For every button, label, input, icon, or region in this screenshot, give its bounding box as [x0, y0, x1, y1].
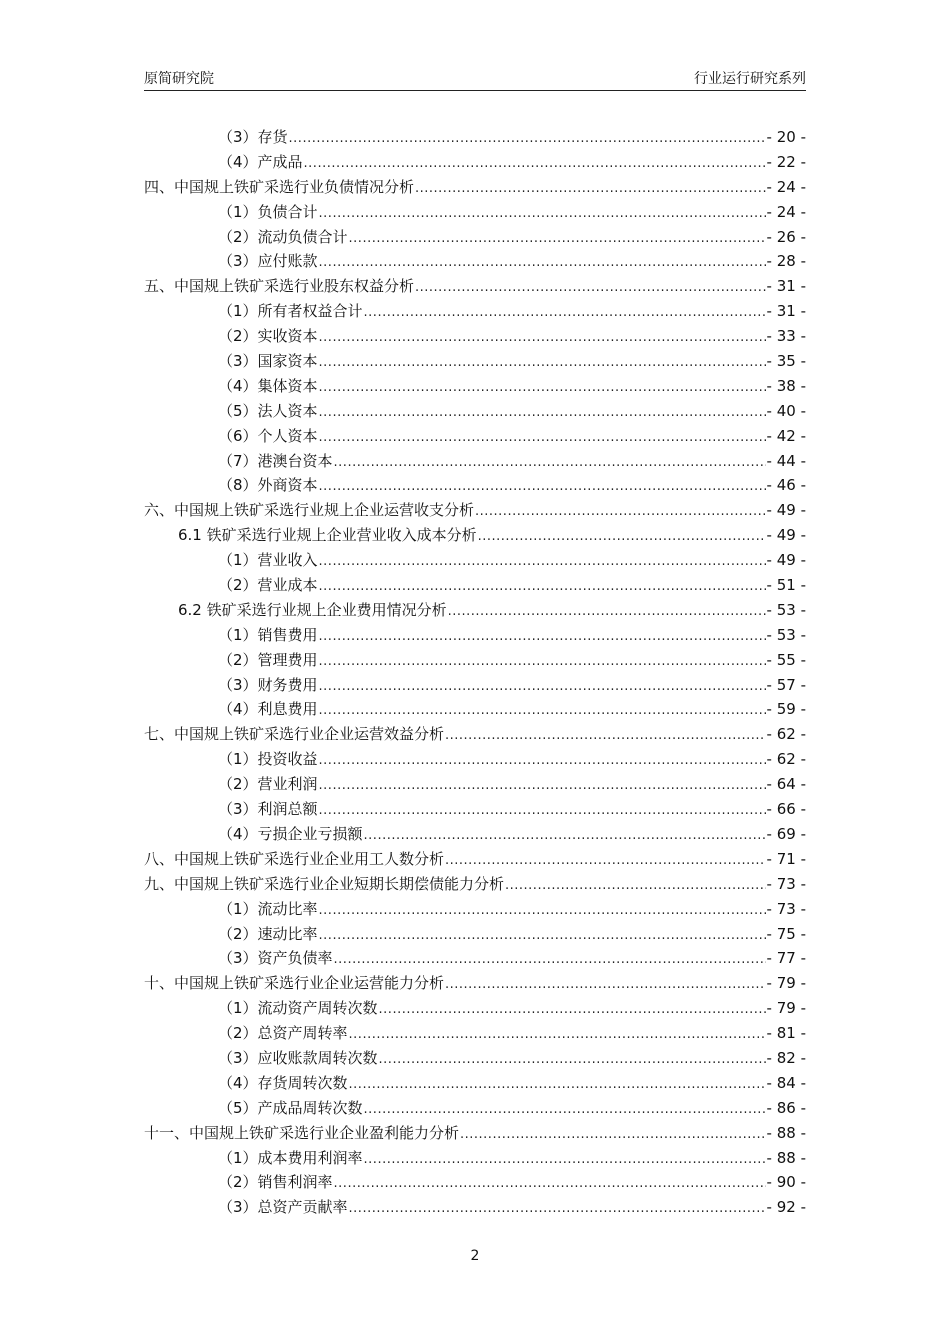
- toc-entry[interactable]: [144, 946, 806, 971]
- toc-entry-page: - 22 -: [766, 152, 806, 171]
- toc-entry[interactable]: [144, 797, 806, 822]
- toc-entry-page: - 53 -: [766, 600, 806, 619]
- toc-entry[interactable]: [144, 648, 806, 673]
- toc-leader-dots: [349, 227, 766, 252]
- toc-entry-page: - 24 -: [766, 177, 806, 196]
- toc-entry[interactable]: [144, 747, 806, 772]
- toc-entry-label: 七、中国规上铁矿采选行业企业运营效益分析: [144, 725, 445, 744]
- toc-entry-label: （1）流动资产周转次数: [218, 999, 378, 1018]
- toc-entry-page: - 53 -: [766, 625, 806, 644]
- toc-entry-page: - 79 -: [766, 974, 806, 993]
- toc-entry[interactable]: [144, 772, 806, 797]
- toc-leader-dots: [349, 1023, 766, 1048]
- toc-entry[interactable]: [144, 847, 806, 872]
- toc-entry-page: - 31 -: [766, 302, 806, 321]
- toc-entry-page: - 62 -: [766, 750, 806, 769]
- toc-entry[interactable]: [144, 1046, 806, 1071]
- toc-leader-dots: [379, 1048, 766, 1073]
- toc-entry-label: （2）营业成本: [218, 576, 318, 595]
- toc-entry-label: （2）总资产周转率: [218, 1024, 348, 1043]
- toc-leader-dots: [319, 475, 766, 500]
- toc-entry-page: - 71 -: [766, 849, 806, 868]
- toc-entry[interactable]: [144, 722, 806, 747]
- toc-leader-dots: [334, 1172, 766, 1197]
- header-series: 行业运行研究系列: [694, 71, 806, 87]
- toc-entry[interactable]: [144, 623, 806, 648]
- toc-entry[interactable]: [144, 1096, 806, 1121]
- toc-entry-label: （8）外商资本: [218, 476, 318, 495]
- toc-leader-dots: [319, 650, 766, 675]
- toc-leader-dots: [445, 973, 766, 998]
- toc-entry-page: - 44 -: [766, 451, 806, 470]
- toc-entry[interactable]: [144, 225, 806, 250]
- toc-entry-label: （4）利息费用: [218, 700, 318, 719]
- toc-entry-page: - 90 -: [766, 1173, 806, 1192]
- toc-entry-page: - 59 -: [766, 700, 806, 719]
- toc-leader-dots: [364, 301, 766, 326]
- toc-leader-dots: [289, 127, 766, 152]
- toc-entry-label: （1）营业收入: [218, 551, 318, 570]
- toc-leader-dots: [460, 1123, 766, 1148]
- toc-entry-label: （3）总资产贡献率: [218, 1198, 348, 1217]
- toc-leader-dots: [319, 675, 766, 700]
- toc-entry-page: - 92 -: [766, 1198, 806, 1217]
- toc-leader-dots: [349, 1197, 766, 1222]
- toc-entry-page: - 49 -: [766, 551, 806, 570]
- toc-entry-page: - 88 -: [766, 1123, 806, 1142]
- toc-entry[interactable]: [144, 1021, 806, 1046]
- toc-entry-label: （2）销售利润率: [218, 1173, 333, 1192]
- toc-entry-page: - 66 -: [766, 800, 806, 819]
- toc-entry-page: - 38 -: [766, 376, 806, 395]
- toc-entry-label: 八、中国规上铁矿采选行业企业用工人数分析: [144, 849, 445, 868]
- toc-entry-label: （2）实收资本: [218, 327, 318, 346]
- toc-entry-label: （1）销售费用: [218, 625, 318, 644]
- toc-leader-dots: [319, 575, 766, 600]
- toc-entry[interactable]: [144, 872, 806, 897]
- toc-entry-label: （4）亏损企业亏损额: [218, 824, 363, 843]
- toc-entry-page: - 88 -: [766, 1148, 806, 1167]
- toc-entry-label: （5）产成品周转次数: [218, 1098, 363, 1117]
- toc-entry-label: （7）港澳台资本: [218, 451, 333, 470]
- toc-entry[interactable]: [144, 573, 806, 598]
- toc-entry-label: 6.1 铁矿采选行业规上企业营业收入成本分析: [178, 526, 477, 545]
- toc-entry-page: - 35 -: [766, 352, 806, 371]
- toc-entry[interactable]: [144, 822, 806, 847]
- toc-leader-dots: [364, 824, 766, 849]
- toc-entry-page: - 28 -: [766, 252, 806, 271]
- toc-leader-dots: [319, 924, 766, 949]
- toc-leader-dots: [319, 202, 766, 227]
- toc-entry[interactable]: [144, 548, 806, 573]
- toc-entry-page: - 57 -: [766, 675, 806, 694]
- toc-entry-label: 十、中国规上铁矿采选行业企业运营能力分析: [144, 974, 445, 993]
- toc-entry-label: （4）存货周转次数: [218, 1073, 348, 1092]
- toc-entry[interactable]: [144, 1121, 806, 1146]
- toc-entry-page: - 62 -: [766, 725, 806, 744]
- toc-entry-label: （3）利润总额: [218, 800, 318, 819]
- toc-leader-dots: [334, 948, 766, 973]
- toc-leader-dots: [319, 376, 766, 401]
- toc-entry[interactable]: [144, 299, 806, 324]
- toc-leader-dots: [505, 874, 766, 899]
- toc-entry-page: - 49 -: [766, 526, 806, 545]
- toc-entry[interactable]: [144, 897, 806, 922]
- toc-entry-label: 五、中国规上铁矿采选行业股东权益分析: [144, 277, 415, 296]
- toc-leader-dots: [319, 625, 766, 650]
- toc-entry-label: 6.2 铁矿采选行业规上企业费用情况分析: [178, 600, 447, 619]
- toc-leader-dots: [319, 426, 766, 451]
- toc-entry-label: （2）流动负债合计: [218, 227, 348, 246]
- toc-entry-label: （3）应收账款周转次数: [218, 1048, 378, 1067]
- toc-entry-label: （1）投资收益: [218, 750, 318, 769]
- toc-leader-dots: [319, 326, 766, 351]
- toc-leader-dots: [445, 724, 766, 749]
- toc-entry-label: （4）产成品: [218, 152, 303, 171]
- page-header: [144, 66, 806, 91]
- toc-leader-dots: [445, 849, 766, 874]
- toc-leader-dots: [319, 749, 766, 774]
- toc-entry-label: （1）成本费用利润率: [218, 1148, 363, 1167]
- toc-entry-page: - 31 -: [766, 277, 806, 296]
- toc-entry[interactable]: [144, 673, 806, 698]
- toc-entry[interactable]: [144, 200, 806, 225]
- toc-leader-dots: [475, 500, 766, 525]
- toc-entry-page: - 82 -: [766, 1048, 806, 1067]
- toc-entry-label: （1）所有者权益合计: [218, 302, 363, 321]
- toc-entry-page: - 55 -: [766, 650, 806, 669]
- toc-leader-dots: [349, 1073, 766, 1098]
- toc-entry[interactable]: [144, 349, 806, 374]
- toc-entry-page: - 42 -: [766, 426, 806, 445]
- toc-entry-page: - 75 -: [766, 924, 806, 943]
- toc-leader-dots: [319, 251, 766, 276]
- toc-leader-dots: [319, 699, 766, 724]
- toc-entry-label: （2）管理费用: [218, 650, 318, 669]
- toc-leader-dots: [364, 1098, 766, 1123]
- toc-entry-page: - 40 -: [766, 401, 806, 420]
- toc-entry-label: （2）速动比率: [218, 924, 318, 943]
- toc-entry-label: （1）流动比率: [218, 899, 318, 918]
- toc-leader-dots: [319, 799, 766, 824]
- toc-entry-label: 十一、中国规上铁矿采选行业企业盈利能力分析: [144, 1123, 460, 1142]
- header-publisher: 原简研究院: [144, 71, 214, 87]
- toc-entry-page: - 86 -: [766, 1098, 806, 1117]
- toc-entry-page: - 69 -: [766, 824, 806, 843]
- toc-entry-page: - 79 -: [766, 999, 806, 1018]
- toc-leader-dots: [379, 998, 766, 1023]
- toc-entry[interactable]: [144, 1146, 806, 1171]
- toc-entry[interactable]: [144, 1170, 806, 1195]
- toc-entry-label: （3）资产负债率: [218, 949, 333, 968]
- toc-entry[interactable]: [144, 697, 806, 722]
- toc-leader-dots: [364, 1148, 766, 1173]
- toc-entry-page: - 84 -: [766, 1073, 806, 1092]
- toc-entry-label: （3）国家资本: [218, 352, 318, 371]
- toc-entry-page: - 20 -: [766, 128, 806, 146]
- toc-entry[interactable]: [144, 598, 806, 623]
- toc-entry-label: （3）应付账款: [218, 252, 318, 271]
- toc-leader-dots: [319, 351, 766, 376]
- toc-entry[interactable]: [144, 922, 806, 947]
- toc-entry[interactable]: [144, 473, 806, 498]
- toc-leader-dots: [415, 177, 766, 202]
- toc-entry-page: - 51 -: [766, 576, 806, 595]
- toc-entry[interactable]: [144, 1071, 806, 1096]
- toc-entry-page: - 24 -: [766, 202, 806, 221]
- toc-entry-page: - 73 -: [766, 874, 806, 893]
- toc-entry-label: （4）集体资本: [218, 376, 318, 395]
- toc-entry[interactable]: [144, 1195, 806, 1220]
- toc-entry-label: （1）负债合计: [218, 202, 318, 221]
- toc-entry-label: （3）存货: [218, 128, 288, 146]
- toc-leader-dots: [319, 774, 766, 799]
- toc-entry[interactable]: [144, 175, 806, 200]
- toc-entry[interactable]: [144, 996, 806, 1021]
- toc-leader-dots: [319, 899, 766, 924]
- toc-entry[interactable]: [144, 498, 806, 523]
- toc-entry[interactable]: [144, 523, 806, 548]
- toc-entry-page: - 64 -: [766, 775, 806, 794]
- toc-entry[interactable]: [144, 374, 806, 399]
- toc-leader-dots: [448, 600, 766, 625]
- toc-entry[interactable]: [144, 324, 806, 349]
- toc-entry-label: 九、中国规上铁矿采选行业企业短期长期偿债能力分析: [144, 874, 505, 893]
- toc-entry[interactable]: [144, 274, 806, 299]
- toc-entry-label: 六、中国规上铁矿采选行业规上企业运营收支分析: [144, 501, 475, 520]
- toc-leader-dots: [478, 525, 766, 550]
- toc-entry-label: （5）法人资本: [218, 401, 318, 420]
- toc-entry-label: （2）营业利润: [218, 775, 318, 794]
- toc-entry[interactable]: [144, 125, 806, 150]
- toc-leader-dots: [334, 451, 766, 476]
- toc-entry-label: （6）个人资本: [218, 426, 318, 445]
- toc-entry[interactable]: [144, 424, 806, 449]
- toc-entry-page: - 46 -: [766, 476, 806, 495]
- toc-entry-label: （3）财务费用: [218, 675, 318, 694]
- toc-leader-dots: [319, 550, 766, 575]
- toc-entry[interactable]: [144, 399, 806, 424]
- toc-entry-page: - 77 -: [766, 949, 806, 968]
- toc-entry[interactable]: [144, 150, 806, 175]
- toc-entry-page: - 73 -: [766, 899, 806, 918]
- toc-entry-label: 四、中国规上铁矿采选行业负债情况分析: [144, 177, 415, 196]
- toc-entry-page: - 81 -: [766, 1024, 806, 1043]
- toc-entry[interactable]: [144, 971, 806, 996]
- toc-entry-page: - 26 -: [766, 227, 806, 246]
- toc-leader-dots: [319, 401, 766, 426]
- toc-entry[interactable]: [144, 449, 806, 474]
- toc-entry[interactable]: [144, 249, 806, 274]
- toc-entry-page: - 49 -: [766, 501, 806, 520]
- table-of-contents: [144, 125, 806, 1220]
- toc-entry-page: - 33 -: [766, 327, 806, 346]
- page-number: 2: [470, 1248, 480, 1264]
- toc-leader-dots: [415, 276, 766, 301]
- toc-leader-dots: [304, 152, 766, 177]
